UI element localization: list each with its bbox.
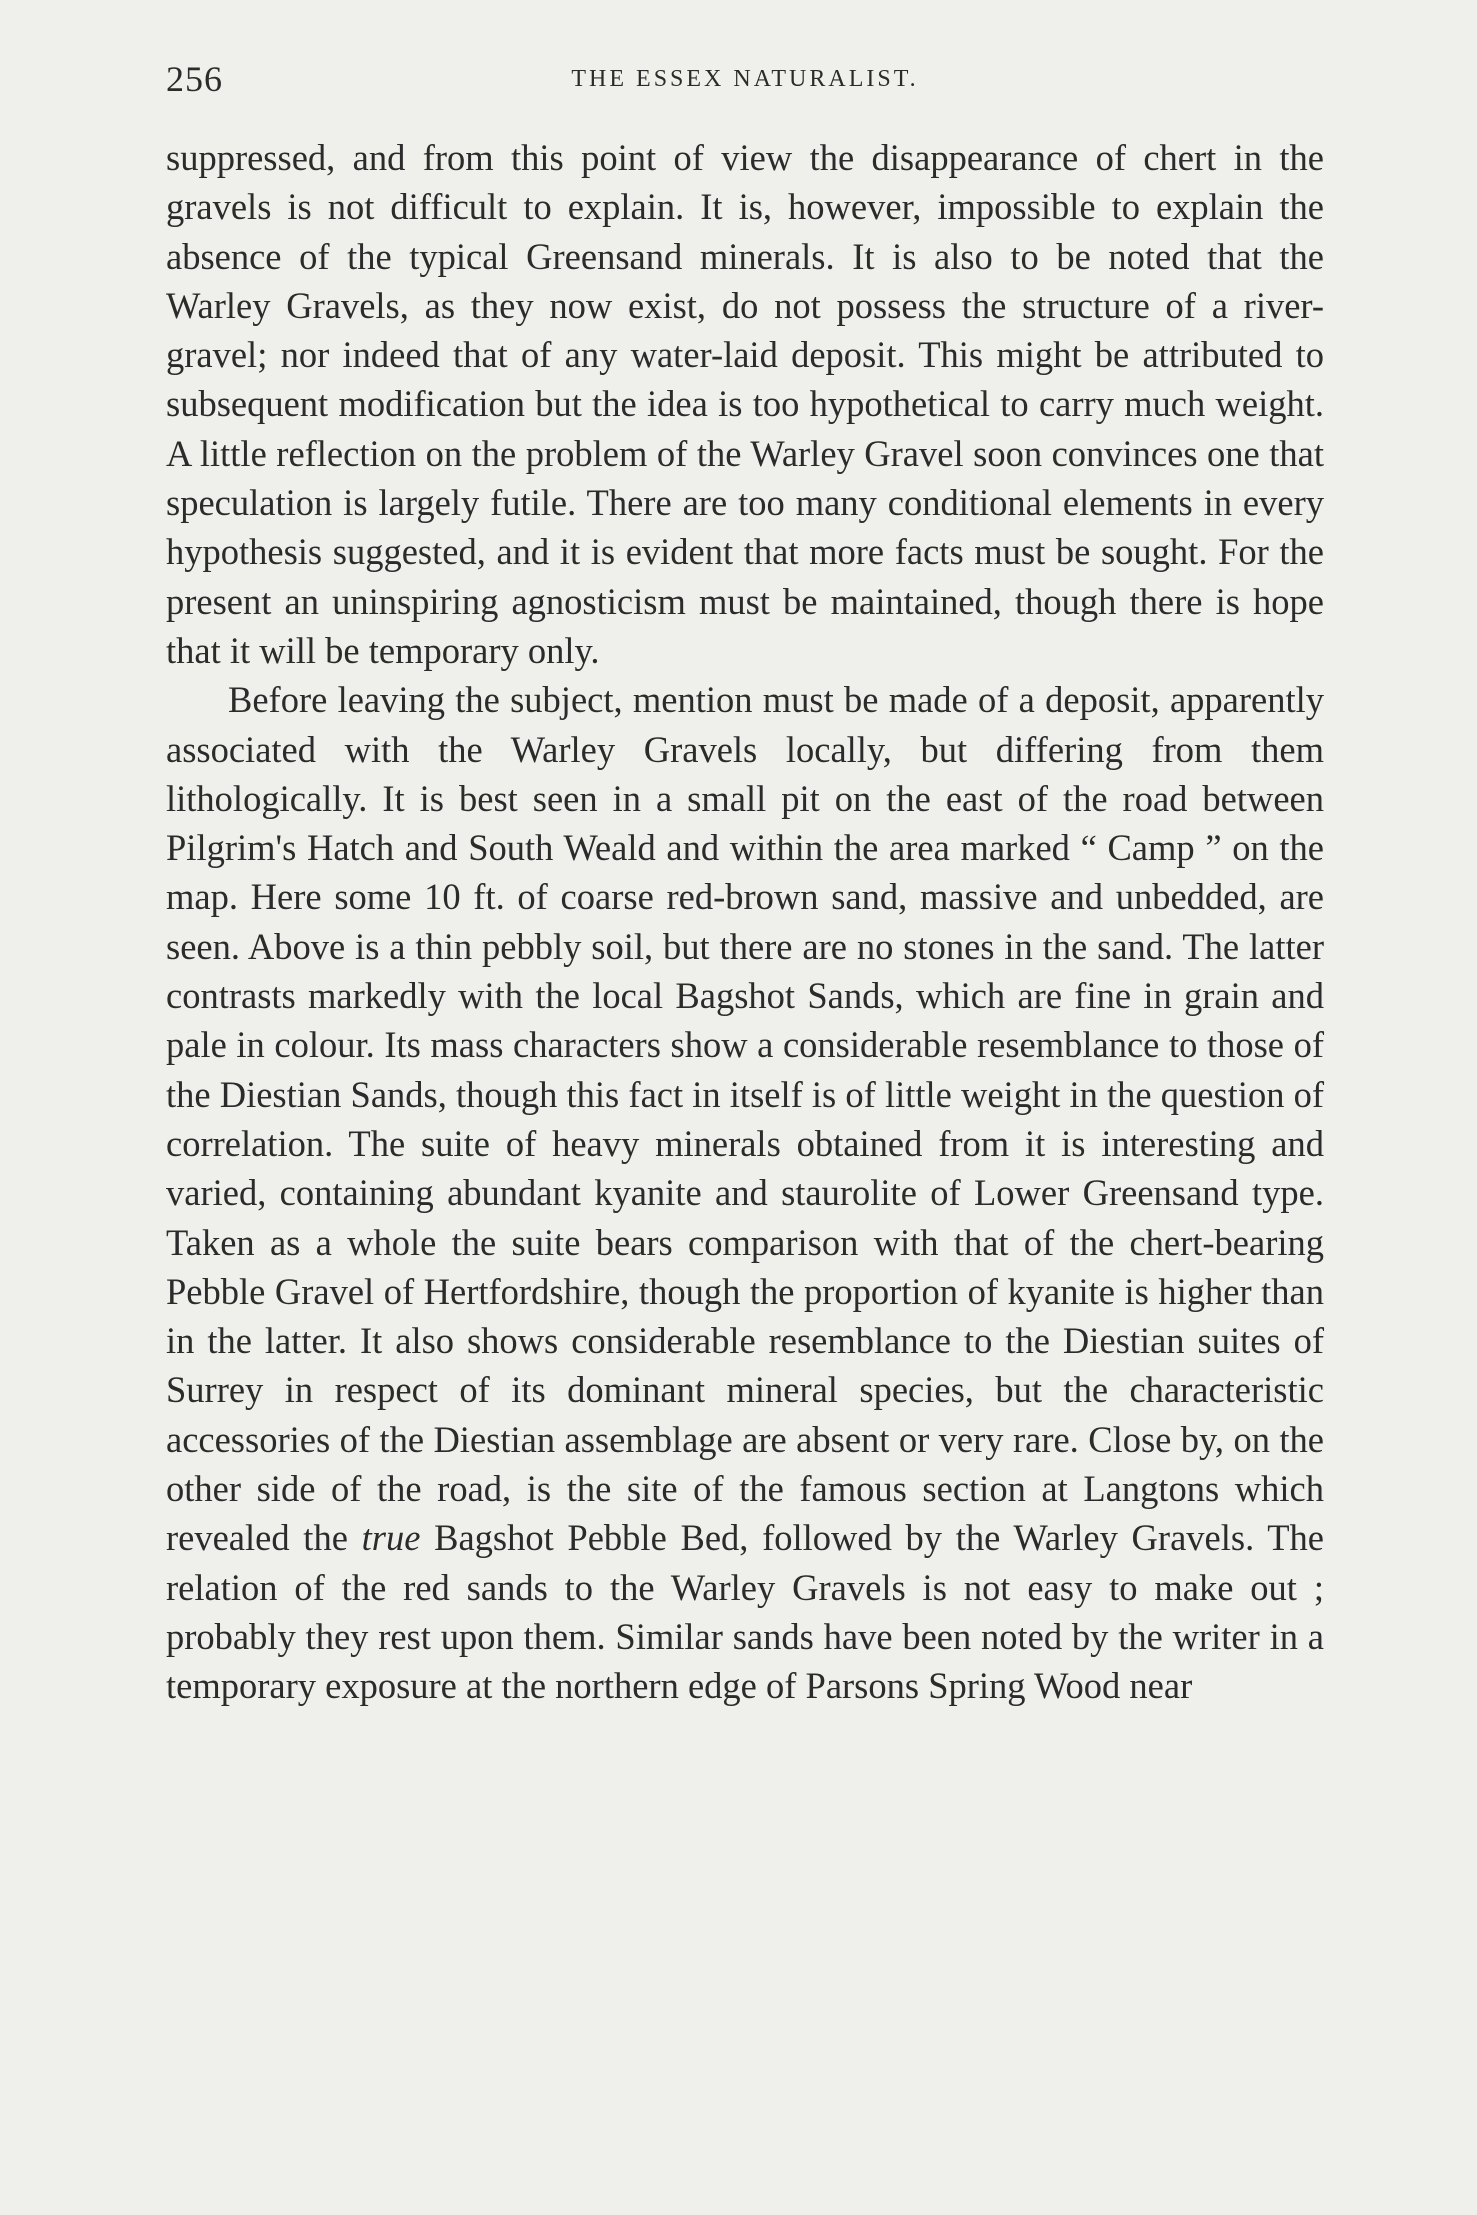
body-text	[166, 133, 1324, 1711]
paragraph-2	[166, 675, 1324, 1710]
page-header	[166, 58, 1324, 118]
paragraph-2-text-start: Before leaving the subject, mention must be made of a deposit, apparently associated with the Warley Gravels locally, but differing from them lithologically. It is best seen in a small pit on the east of the road between Pilgrim's Hatch and South Weald and within the area marked “ Camp ” on the map. Here some 10 ft. of coarse red-brown sand, massive and unbedded, are seen. Above is a thin pebbly soil, but there are no stones in the sand. The latter contrasts markedly with the local Bagshot Sands, which are fine in grain and pale in colour. Its mass characters show a considerable resemblance to those of the Diestian Sands, though this fact in itself is of little weight in the question of correlation. The suite of heavy minerals obtained from it is interesting and varied, containing abundant kyanite and staurolite of Lower Greensand type. Taken as a whole the suite bears comparison with that of the chert-bearing Pebble Gravel of Hertfordshire, though the proportion of kyanite is higher than in the latter. It also shows considerable resemblance to the Diestian suites of Surrey in respect of its dominant mineral species, but the characteristic accessories of the Diestian assemblage are absent or very rare. Close by, on the other side of the road, is the site of the famous section at Langtons which revealed the	[166, 679, 1324, 1559]
paragraph-2-text-end: Bagshot Pebble Bed, followed by the Warley Gravels. The relation of the red sands to the Warley Gravels is not easy to make out ; probably they rest upon them. Similar sands have been noted by the writer in a temporary exposure at the northern edge of Parsons Spring Wood near	[166, 1517, 1324, 1707]
italic-word: true	[361, 1517, 421, 1559]
running-title: THE ESSEX NATURALIST.	[571, 66, 919, 92]
page-number: 256	[166, 59, 223, 99]
paragraph-1: suppressed, and from this point of view the disappearance of chert in the gravels is not difficult to explain. It is, however, impossible to explain the absence of the typical Greensand minerals. It is also to be noted that the Warley Gravels, as they now exist, do not possess the structure of a river-gravel; nor indeed that of any water-laid deposit. This might be attributed to subsequent modification but the idea is too hypothetical to carry much weight. A little reflection on the problem of the Warley Gravel soon convinces one that speculation is largely futile. There are too many conditional elements in every hypothesis suggested, and it is evident that more facts must be sought. For the present an uninspiring agnosticism must be maintained, though there is hope that it will be temporary only.	[166, 137, 1324, 671]
